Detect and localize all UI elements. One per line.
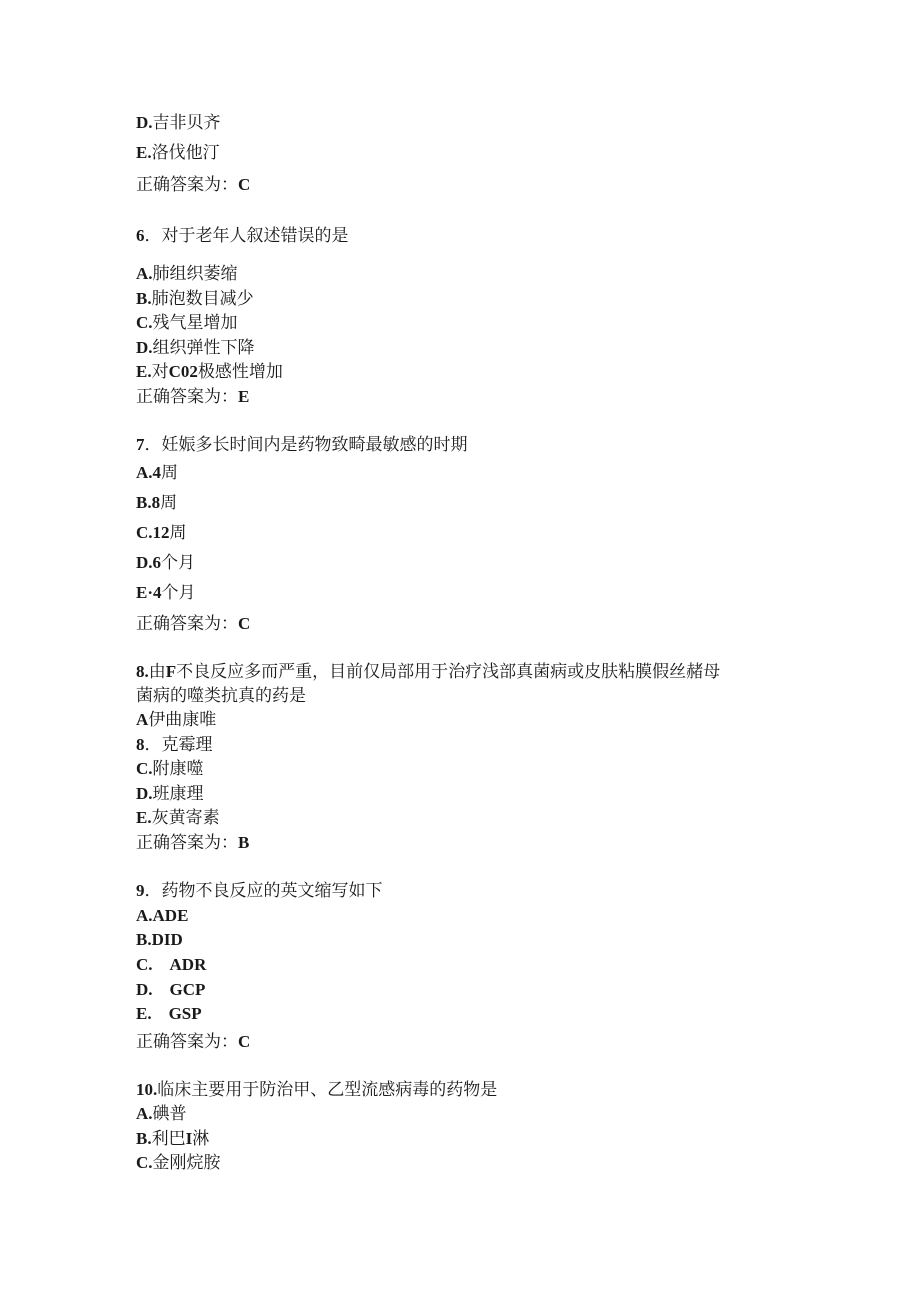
line-text: 金刚烷胺: [152, 1153, 221, 1173]
question-7: [136, 435, 468, 455]
line-text-2: 极感性增加: [197, 362, 283, 382]
answer-letter: B: [238, 833, 250, 852]
line-prefix: A.: [136, 1104, 153, 1123]
line-text: 洛伐他汀: [151, 143, 220, 163]
line-prefix: 6: [136, 226, 145, 245]
option-b-q6: [136, 289, 254, 309]
line-text: 正确答案为：: [136, 387, 238, 407]
option-c-q10: [136, 1153, 221, 1173]
answer-letter: C: [238, 1032, 251, 1051]
line-text: 临床主要用于防治甲、乙型流感病毒的药物是: [157, 1080, 498, 1100]
line-prefix: D. GCP: [136, 980, 206, 999]
line-prefix: A.ADE: [136, 906, 189, 925]
line-text-2: 不良反应多而严重，目前仅局部用于治疗浅部真菌病或皮肤粘膜假丝赭母: [176, 662, 721, 682]
line-text: 对: [151, 362, 169, 382]
line-prefix: B.8: [136, 493, 161, 512]
line-prefix: 10.: [136, 1080, 158, 1099]
option-c-q7: [136, 523, 187, 543]
line-text: 正确答案为：: [136, 833, 238, 853]
line-text: 肺泡数目减少: [151, 289, 254, 309]
line-text: 班康理: [152, 784, 204, 804]
line-text: ．妊娠多长时间内是药物致畸最敏感的时期: [144, 435, 468, 455]
line-text: 正确答案为：: [136, 175, 238, 195]
option-c-q6: [136, 313, 238, 333]
line-text: 组织弹性下降: [152, 338, 255, 358]
line-text: 由: [148, 662, 166, 682]
line-text: 残气星增加: [152, 313, 238, 333]
option-a-q6: [136, 264, 238, 284]
answer-q7: [136, 614, 250, 634]
line-prefix: D.: [136, 338, 153, 357]
option-d-q5: [136, 113, 221, 133]
line-text: 周: [169, 523, 187, 543]
line-text: 利巴: [151, 1129, 186, 1149]
option-c-q9: [136, 955, 206, 975]
line-text: 正确答案为：: [136, 614, 238, 634]
option-d-q8: [136, 784, 204, 804]
option-d-q6: [136, 338, 255, 358]
line-prefix: 9: [136, 881, 145, 900]
line-text: 灰黄寄素: [151, 808, 220, 828]
option-a-q8: [136, 710, 216, 730]
line-prefix: B.DID: [136, 930, 183, 949]
line-text: 吉非贝齐: [152, 113, 221, 133]
option-b-q7: [136, 493, 177, 513]
line-bold: I: [185, 1129, 193, 1148]
question-9: [136, 881, 383, 901]
line-prefix: C.12: [136, 523, 170, 542]
line-prefix: E.: [136, 143, 152, 162]
line-text: ．克霉理: [144, 735, 213, 755]
option-a-q9: [136, 906, 188, 926]
line-bold: F: [165, 662, 177, 681]
question-10: [136, 1080, 497, 1100]
line-prefix: E.: [136, 808, 152, 827]
question-8-line2: [136, 686, 306, 706]
option-c-q8: [136, 759, 204, 779]
answer-q9: [136, 1032, 250, 1052]
option-d-q9: [136, 980, 205, 1000]
line-text: 碘普: [152, 1104, 187, 1124]
line-prefix: C.: [136, 759, 153, 778]
line-prefix: B.: [136, 289, 152, 308]
line-text: 伊曲康唯: [148, 710, 217, 730]
line-bold: C02: [168, 362, 198, 381]
line-prefix: C. ADR: [136, 955, 207, 974]
line-prefix: E.: [136, 362, 152, 381]
option-e-q6: [136, 362, 283, 382]
option-e-q8: [136, 808, 220, 828]
question-8-line1: [136, 662, 720, 682]
line-prefix: C.: [136, 313, 153, 332]
line-text: 个月: [161, 583, 196, 603]
line-text: 周: [161, 463, 179, 483]
option-b-q10: [136, 1129, 209, 1149]
line-text: 菌病的噬类抗真的药是: [136, 686, 306, 706]
option-b-q8: [136, 735, 213, 755]
line-text: ．药物不良反应的英文缩写如下: [144, 881, 383, 901]
line-prefix: 7: [136, 435, 145, 454]
line-prefix: A.4: [136, 463, 162, 482]
option-e-q5: [136, 143, 220, 163]
line-prefix: B.: [136, 1129, 152, 1148]
option-d-q7: [136, 553, 195, 573]
line-text: 肺组织萎缩: [152, 264, 238, 284]
option-a-q10: [136, 1104, 187, 1124]
line-text: ．对于老年人叙述错误的是: [144, 226, 349, 246]
line-prefix: D.6: [136, 553, 162, 572]
line-text: 个月: [161, 553, 196, 573]
line-text-2: 淋: [192, 1129, 210, 1149]
option-a-q7: [136, 463, 178, 483]
option-e-q9: [136, 1004, 202, 1024]
answer-q5: [136, 175, 250, 195]
line-prefix: E·4: [136, 583, 162, 602]
answer-q8: [136, 833, 249, 853]
line-prefix: A: [136, 710, 149, 729]
answer-q6: [136, 387, 249, 407]
line-prefix: D.: [136, 784, 153, 803]
line-prefix: C.: [136, 1153, 153, 1172]
line-prefix: E. GSP: [136, 1004, 202, 1023]
answer-letter: C: [238, 614, 251, 633]
answer-letter: C: [238, 175, 251, 194]
line-prefix: D.: [136, 113, 153, 132]
line-prefix: 8.: [136, 662, 149, 681]
line-text: 附康噬: [152, 759, 204, 779]
question-6: [136, 226, 349, 246]
option-b-q9: [136, 930, 183, 950]
answer-letter: E: [238, 387, 250, 406]
line-prefix: A.: [136, 264, 153, 283]
line-prefix: 8: [136, 735, 145, 754]
line-text: 正确答案为：: [136, 1032, 238, 1052]
line-text: 周: [160, 493, 178, 513]
option-e-q7: [136, 583, 196, 603]
